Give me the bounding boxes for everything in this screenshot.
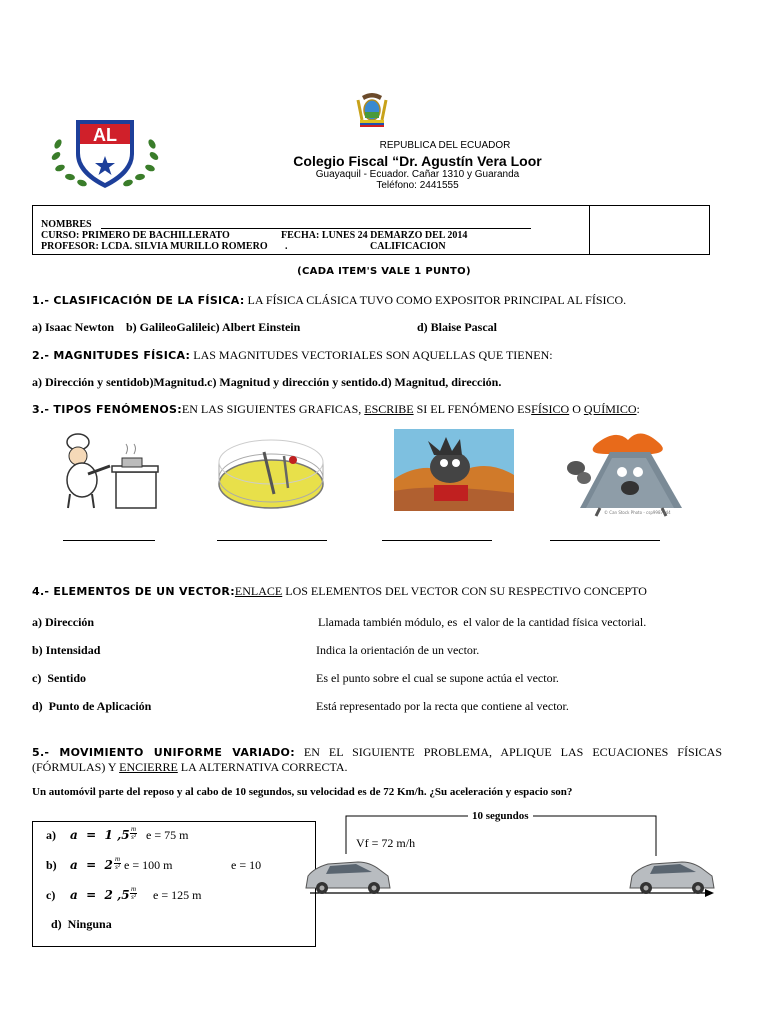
answer-line-1 — [63, 540, 155, 541]
car-start-icon — [306, 862, 390, 894]
opt-b-unit: $\frac{m}{\text{s²}}$ — [115, 855, 121, 871]
item-value-note: (CADA ITEM'S VALE 1 PUNTO) — [297, 266, 471, 277]
calificacion-label: CALIFICACION — [370, 241, 446, 252]
q5-problem: Un automóvil parte del reposo y al cabo de 10 segundos, su velocidad es de 72 Km/h. ¿Su aceleración y espacio son? — [32, 786, 573, 798]
opt-a-accel: a = 1 ,5 — [70, 828, 130, 842]
q4-left-d: d) Punto de Aplicación — [32, 699, 152, 713]
republic-label: REPUBLICA DEL ECUADOR — [379, 140, 511, 151]
q4-right-4: Está representado por la recta que contiene al vector. — [316, 699, 569, 713]
school-phone: Teléfono: 2441555 — [376, 180, 459, 191]
profesor-label: PROFESOR: LCDA. SILVIA MURILLO ROMERO — [41, 241, 268, 252]
coat-of-arms-icon — [356, 90, 388, 128]
q5-options-box — [32, 821, 316, 947]
school-name: Colegio Fiscal “Dr. Agustín Vera Loor — [293, 153, 542, 169]
opt-a-unit: $\frac{m}{\text{s²}}$ — [131, 825, 137, 841]
opt-d: d) Ninguna — [51, 917, 112, 931]
opt-c-label: c) — [46, 888, 56, 902]
opt-c-unit: $\frac{m}{\text{s²}}$ — [131, 885, 137, 901]
opt-b-label: b) — [46, 858, 57, 872]
profesor-dot: . — [285, 241, 288, 252]
question-3: 3.- TIPOS FENÓMENOS:EN LAS SIGUIENTES GRAFICAS, ESCRIBE SI EL FENÓMENO ESFÍSICO O QUÍMICO: — [32, 402, 640, 416]
answer-line-3 — [382, 540, 492, 541]
opt-a-label: a) — [46, 828, 56, 842]
school-address: Guayaquil - Ecuador. Cañar 1310 y Guaranda — [315, 169, 520, 180]
q1-title: 1.- CLASIFICACIÓN DE LA FÍSICA: — [32, 294, 245, 307]
opt-b-accel: a = 2 — [70, 858, 113, 872]
petri-dish-image — [216, 432, 326, 512]
nombres-line — [101, 228, 531, 229]
car-end-icon — [630, 862, 714, 894]
question-2 — [32, 348, 553, 363]
curso-label: CURSO: PRIMERO DE BACHILLERATO — [41, 230, 230, 241]
answer-line-4 — [550, 540, 660, 541]
q2-title: 2.- MAGNITUDES FÍSICA: — [32, 349, 191, 362]
grade-box — [589, 206, 590, 254]
final-velocity-label: Vf = 72 m/h — [356, 836, 416, 850]
time-label: 10 segundos — [468, 810, 533, 822]
opt-a-space: e = 75 m — [146, 828, 189, 842]
nombres-label: NOMBRES — [41, 219, 92, 230]
q4-right-3: Es el punto sobre el cual se supone actúa el vector. — [316, 671, 559, 685]
student-info-box — [32, 205, 710, 255]
opt-c-space: e = 125 m — [153, 888, 202, 902]
question-5: 5.- MOVIMIENTO UNIFORME VARIADO: EN EL SIGUIENTE PROBLEMA, APLIQUE LAS ECUACIONES FÍSICAS (FÓRMULAS) Y ENCIERRE LA ALTERNATIVA CORRECTA. — [32, 745, 722, 774]
answer-line-2 — [217, 540, 327, 541]
q5-title: 5.- MOVIMIENTO UNIFORME VARIADO: — [32, 746, 295, 759]
q4-right-2: Indica la orientación de un vector. — [316, 643, 480, 657]
logo-text: AL — [93, 125, 117, 145]
q3-title: 3.- TIPOS FENÓMENOS: — [32, 403, 182, 416]
q4-left-c: c) Sentido — [32, 671, 86, 685]
q2-options: a) Dirección y sentidob)Magnitud.c) Magnitud y dirección y sentido.d) Magnitud, dirección. — [32, 375, 502, 389]
opt-c-accel: a = 2 ,5 — [70, 888, 130, 902]
q4-left-a: a) Dirección — [32, 615, 95, 629]
opt-b-space: e = 100 m — [124, 858, 173, 872]
question-4: 4.- ELEMENTOS DE UN VECTOR:ENLACE LOS ELEMENTOS DEL VECTOR CON SU RESPECTIVO CONCEPTO — [32, 584, 647, 598]
question-1 — [32, 293, 626, 308]
stock-watermark: © Can Stock Photo - csp9987244 — [604, 510, 671, 515]
q1-text: LA FÍSICA CLÁSICA TUVO COMO EXPOSITOR PRINCIPAL AL FÍSICO. — [244, 293, 627, 307]
q4-left-b: b) Intensidad — [32, 643, 101, 657]
chef-cooking-image — [56, 432, 160, 510]
q2-text: LAS MAGNITUDES VECTORIALES SON AQUELLAS QUE TIENEN: — [190, 348, 553, 362]
q4-title: 4.- ELEMENTOS DE UN VECTOR: — [32, 585, 235, 598]
motion-diagram — [300, 806, 730, 906]
fecha-label: FECHA: LUNES 24 DEMARZO DEL 2014 — [281, 230, 468, 241]
q1-options-abc: a) Isaac Newton b) GalileoGalileic) Albert Einstein — [32, 320, 301, 334]
volcano-cartoon-image — [566, 424, 688, 520]
burnt-cartoon-image — [394, 429, 514, 511]
q4-right-1: Llamada también módulo, es el valor de la cantidad física vectorial. — [318, 615, 647, 629]
q1-option-d: d) Blaise Pascal — [417, 320, 497, 334]
opt-b-extra: e = 10 — [231, 858, 262, 872]
